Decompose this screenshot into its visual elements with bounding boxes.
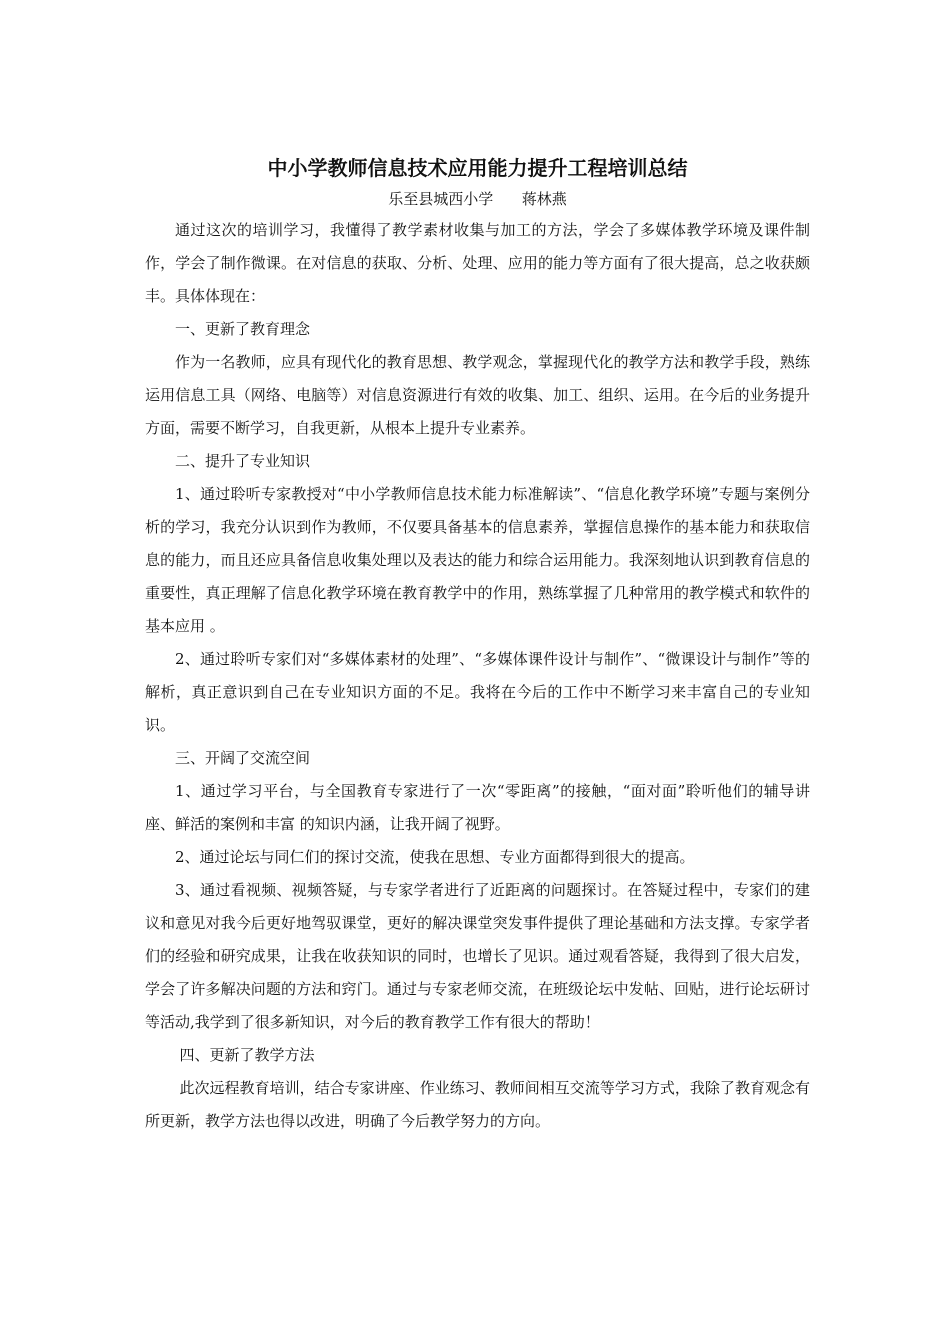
body-paragraph: 1、通过聆听专家教授对“中小学教师信息技术能力标准解读”、“信息化教学环境”专题与案例分析的学习，我充分认识到作为教师，不仅要具备基本的信息素养，掌握信息操作的基本能力和获取信息的能力，而且还应具备信息收集处理以及表达的能力和综合运用能力。我深刻地认识到教育信息的重要性，真正理解了信息化教学环境在教育教学中的作用，熟练掌握了几种常用的教学模式和软件的基本应用 。 <box>145 485 810 635</box>
document-text <box>145 214 810 1138</box>
body-paragraph: 2、通过论坛与同仁们的探讨交流，使我在思想、专业方面都得到很大的提高。 <box>175 848 695 866</box>
body-paragraph: 3、通过看视频、视频答疑，与专家学者进行了近距离的问题探讨。在答疑过程中，专家们的建议和意见对我今后更好地驾驭课堂，更好的解决课堂突发事件提供了理论基础和方法支撑。专家学者们的经验和研究成果，让我在收获知识的同时，也增长了见识。通过观看答疑，我得到了很大启发，学会了许多解决问题的方法和窍门。通过与专家老师交流，在班级论坛中发帖、回贴，进行论坛研讨等活动,我学到了很多新知识，对今后的教育教学工作有很大的帮助！ <box>145 881 810 1031</box>
body-paragraph: 作为一名教师，应具有现代化的教育思想、教学观念，掌握现代化的教学方法和教学手段，熟练运用信息工具（网络、电脑等）对信息资源进行有效的收集、加工、组织、运用。在今后的业务提升方面，需要不断学习，自我更新，从根本上提升专业素养。 <box>145 353 810 437</box>
body-paragraph: 通过这次的培训学习，我懂得了教学素材收集与加工的方法，学会了多媒体教学环境及课件制作，学会了制作微课。在对信息的获取、分析、处理、应用的能力等方面有了很大提高，总之收获颇丰。具体体现在： <box>145 221 810 305</box>
body-paragraph: 1、通过学习平台，与全国教育专家进行了一次“零距离”的接触，“面对面”聆听他们的辅导讲座、鲜活的案例和丰富 的知识内涵，让我开阔了视野。 <box>145 782 810 833</box>
section-heading: 一、更新了教育理念 <box>175 320 311 338</box>
section-heading: 三、开阔了交流空间 <box>175 749 311 767</box>
document-body <box>145 152 810 1138</box>
body-paragraph: 2、通过聆听专家们对“多媒体素材的处理”、“多媒体课件设计与制作”、“微课设计与制作”等的解析，真正意识到自己在专业知识方面的不足。我将在今后的工作中不断学习来丰富自己的专业知识。 <box>145 650 810 734</box>
document-title: 中小学教师信息技术应用能力提升工程培训总结 <box>267 156 688 180</box>
section-heading: 二、提升了专业知识 <box>175 452 311 470</box>
section-heading: 四、更新了教学方法 <box>179 1046 315 1064</box>
body-paragraph: 此次远程教育培训，结合专家讲座、作业练习、教师间相互交流等学习方式，我除了教育观念有所更新，教学方法也得以改进，明确了今后教学努力的方向。 <box>145 1079 810 1130</box>
author-byline: 乐至县城西小学 蒋林燕 <box>388 190 567 208</box>
